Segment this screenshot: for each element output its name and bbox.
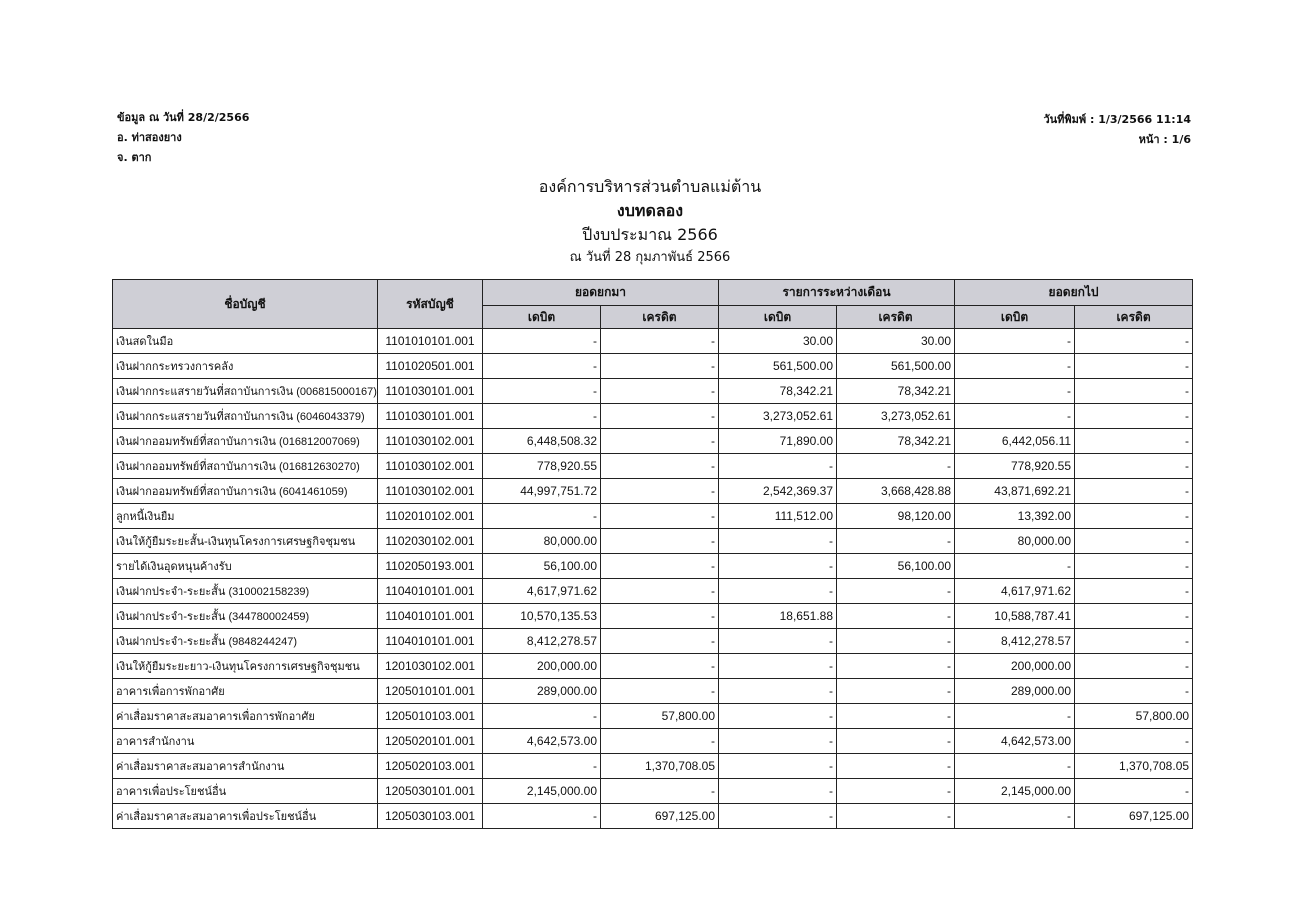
header-monthly-transactions: รายการระหว่างเดือน xyxy=(719,280,955,306)
bf-debit-cell: 4,642,573.00 xyxy=(483,729,601,754)
account-code-cell: 1205030101.001 xyxy=(378,779,483,804)
header-credit: เครดิต xyxy=(1075,306,1193,329)
bf-debit-cell: - xyxy=(483,329,601,354)
bf-debit-cell: 44,997,751.72 xyxy=(483,479,601,504)
bf-credit-cell: - xyxy=(601,379,719,404)
report-header-left xyxy=(117,108,249,168)
cf-debit-cell: - xyxy=(955,354,1075,379)
header-credit: เครดิต xyxy=(837,306,955,329)
account-name-cell: เงินฝากกระแสรายวันที่สถาบันการเงิน (6046043379) xyxy=(113,404,378,429)
table-row xyxy=(113,454,1193,479)
cf-credit-cell: - xyxy=(1075,454,1193,479)
bf-credit-cell: 697,125.00 xyxy=(601,804,719,829)
header-debit: เดบิต xyxy=(483,306,601,329)
report-titles xyxy=(0,175,1300,269)
account-name-cell: อาคารเพื่อประโยชน์อื่น xyxy=(113,779,378,804)
cf-credit-cell: - xyxy=(1075,729,1193,754)
bf-credit-cell: - xyxy=(601,404,719,429)
month-debit-cell: 18,651.88 xyxy=(719,604,837,629)
cf-debit-cell: 10,588,787.41 xyxy=(955,604,1075,629)
account-code-cell: 1205030103.001 xyxy=(378,804,483,829)
account-code-cell: 1101010101.001 xyxy=(378,329,483,354)
account-name-cell: เงินฝากออมทรัพย์ที่สถาบันการเงิน (016812630270) xyxy=(113,454,378,479)
table-row xyxy=(113,429,1193,454)
table-row xyxy=(113,754,1193,779)
table-row xyxy=(113,504,1193,529)
account-name-cell: อาคารเพื่อการพักอาศัย xyxy=(113,679,378,704)
cf-credit-cell: - xyxy=(1075,404,1193,429)
cf-credit-cell: - xyxy=(1075,429,1193,454)
table-row xyxy=(113,654,1193,679)
account-code-cell: 1201030102.001 xyxy=(378,654,483,679)
month-credit-cell: - xyxy=(837,729,955,754)
cf-credit-cell: - xyxy=(1075,354,1193,379)
month-credit-cell: - xyxy=(837,529,955,554)
cf-debit-cell: 6,442,056.11 xyxy=(955,429,1075,454)
header-debit: เดบิต xyxy=(719,306,837,329)
table-row xyxy=(113,804,1193,829)
bf-debit-cell: - xyxy=(483,754,601,779)
month-credit-cell: 3,668,428.88 xyxy=(837,479,955,504)
month-debit-cell: - xyxy=(719,654,837,679)
account-code-cell: 1205010101.001 xyxy=(378,679,483,704)
header-carried-forward: ยอดยกไป xyxy=(955,280,1193,306)
account-name-cell: เงินให้กู้ยืมระยะยาว-เงินทุนโครงการเศรษฐกิจชุมชน xyxy=(113,654,378,679)
report-title: งบทดลอง xyxy=(616,201,684,220)
cf-credit-cell: - xyxy=(1075,529,1193,554)
month-debit-cell: 30.00 xyxy=(719,329,837,354)
account-code-cell: 1102010102.001 xyxy=(378,504,483,529)
cf-credit-cell: - xyxy=(1075,679,1193,704)
cf-credit-cell: 697,125.00 xyxy=(1075,804,1193,829)
account-name-cell: เงินฝากออมทรัพย์ที่สถาบันการเงิน (016812007069) xyxy=(113,429,378,454)
month-credit-cell: - xyxy=(837,804,955,829)
account-name-cell: เงินฝากประจำ-ระยะสั้น (310002158239) xyxy=(113,579,378,604)
month-credit-cell: 56,100.00 xyxy=(837,554,955,579)
bf-debit-cell: 80,000.00 xyxy=(483,529,601,554)
cf-debit-cell: 4,642,573.00 xyxy=(955,729,1075,754)
account-name-cell: เงินฝากกระทรวงการคลัง xyxy=(113,354,378,379)
bf-credit-cell: 57,800.00 xyxy=(601,704,719,729)
account-code-cell: 1205020101.001 xyxy=(378,729,483,754)
trial-balance-table xyxy=(112,279,1193,829)
district-label: อ. ท่าสองยาง xyxy=(117,131,182,144)
cf-debit-cell: - xyxy=(955,404,1075,429)
bf-credit-cell: - xyxy=(601,479,719,504)
bf-debit-cell: - xyxy=(483,504,601,529)
header-credit: เครดิต xyxy=(601,306,719,329)
account-code-cell: 1101030102.001 xyxy=(378,454,483,479)
cf-debit-cell: - xyxy=(955,329,1075,354)
account-name-cell: รายได้เงินอุดหนุนค้างรับ xyxy=(113,554,378,579)
account-code-cell: 1101030102.001 xyxy=(378,479,483,504)
table-row xyxy=(113,404,1193,429)
month-credit-cell: - xyxy=(837,454,955,479)
month-debit-cell: - xyxy=(719,779,837,804)
account-name-cell: เงินฝากกระแสรายวันที่สถาบันการเงิน (006815000167) xyxy=(113,379,378,404)
month-debit-cell: 2,542,369.37 xyxy=(719,479,837,504)
cf-debit-cell: - xyxy=(955,379,1075,404)
data-as-of-date: ข้อมูล ณ วันที่ 28/2/2566 xyxy=(117,111,250,124)
month-debit-cell: 561,500.00 xyxy=(719,354,837,379)
table-row xyxy=(113,579,1193,604)
month-debit-cell: - xyxy=(719,704,837,729)
cf-credit-cell: - xyxy=(1075,779,1193,804)
table-row xyxy=(113,729,1193,754)
bf-debit-cell: - xyxy=(483,354,601,379)
organization-name: องค์การบริหารส่วนตำบลแม่ต้าน xyxy=(538,177,762,196)
month-debit-cell: - xyxy=(719,579,837,604)
bf-credit-cell: - xyxy=(601,354,719,379)
month-credit-cell: - xyxy=(837,654,955,679)
month-credit-cell: 98,120.00 xyxy=(837,504,955,529)
bf-debit-cell: 200,000.00 xyxy=(483,654,601,679)
bf-credit-cell: - xyxy=(601,454,719,479)
account-code-cell: 1101030101.001 xyxy=(378,379,483,404)
cf-credit-cell: - xyxy=(1075,604,1193,629)
month-debit-cell: 71,890.00 xyxy=(719,429,837,454)
cf-debit-cell: 289,000.00 xyxy=(955,679,1075,704)
account-code-cell: 1102030102.001 xyxy=(378,529,483,554)
table-row xyxy=(113,629,1193,654)
print-date: วันที่พิมพ์ : 1/3/2566 11:14 xyxy=(1043,113,1191,126)
table-row xyxy=(113,779,1193,804)
cf-debit-cell: - xyxy=(955,804,1075,829)
month-credit-cell: - xyxy=(837,779,955,804)
cf-credit-cell: - xyxy=(1075,479,1193,504)
bf-credit-cell: - xyxy=(601,654,719,679)
account-code-cell: 1205010103.001 xyxy=(378,704,483,729)
cf-debit-cell: 80,000.00 xyxy=(955,529,1075,554)
bf-credit-cell: - xyxy=(601,529,719,554)
account-code-cell: 1102050193.001 xyxy=(378,554,483,579)
month-credit-cell: 3,273,052.61 xyxy=(837,404,955,429)
bf-debit-cell: 2,145,000.00 xyxy=(483,779,601,804)
cf-debit-cell: 43,871,692.21 xyxy=(955,479,1075,504)
header-debit: เดบิต xyxy=(955,306,1075,329)
table-row xyxy=(113,329,1193,354)
cf-debit-cell: - xyxy=(955,754,1075,779)
month-credit-cell: 561,500.00 xyxy=(837,354,955,379)
page-number: หน้า : 1/6 xyxy=(1138,133,1191,146)
table-body xyxy=(113,329,1193,829)
account-name-cell: เงินฝากออมทรัพย์ที่สถาบันการเงิน (6041461059) xyxy=(113,479,378,504)
bf-credit-cell: - xyxy=(601,629,719,654)
cf-credit-cell: - xyxy=(1075,579,1193,604)
account-name-cell: เงินให้กู้ยืมระยะสั้น-เงินทุนโครงการเศรษฐกิจชุมชน xyxy=(113,529,378,554)
month-credit-cell: 78,342.21 xyxy=(837,379,955,404)
table-row xyxy=(113,604,1193,629)
bf-debit-cell: - xyxy=(483,804,601,829)
account-code-cell: 1101030102.001 xyxy=(378,429,483,454)
account-name-cell: เงินฝากประจำ-ระยะสั้น (344780002459) xyxy=(113,604,378,629)
month-debit-cell: - xyxy=(719,554,837,579)
month-credit-cell: - xyxy=(837,604,955,629)
account-name-cell: ลูกหนี้เงินยืม xyxy=(113,504,378,529)
bf-credit-cell: - xyxy=(601,579,719,604)
month-debit-cell: 111,512.00 xyxy=(719,504,837,529)
header-account-name: ชื่อบัญชี xyxy=(113,280,378,329)
month-debit-cell: - xyxy=(719,679,837,704)
bf-credit-cell: - xyxy=(601,679,719,704)
bf-debit-cell: 778,920.55 xyxy=(483,454,601,479)
bf-credit-cell: 1,370,708.05 xyxy=(601,754,719,779)
month-debit-cell: - xyxy=(719,804,837,829)
bf-credit-cell: - xyxy=(601,729,719,754)
bf-debit-cell: - xyxy=(483,704,601,729)
bf-credit-cell: - xyxy=(601,554,719,579)
account-code-cell: 1104010101.001 xyxy=(378,579,483,604)
table-row xyxy=(113,529,1193,554)
month-credit-cell: - xyxy=(837,679,955,704)
bf-debit-cell: 4,617,971.62 xyxy=(483,579,601,604)
bf-credit-cell: - xyxy=(601,329,719,354)
province-label: จ. ตาก xyxy=(117,151,152,164)
table-row xyxy=(113,679,1193,704)
cf-debit-cell: - xyxy=(955,704,1075,729)
table-row xyxy=(113,554,1193,579)
account-name-cell: เงินสดในมือ xyxy=(113,329,378,354)
cf-credit-cell: - xyxy=(1075,654,1193,679)
header-brought-forward: ยอดยกมา xyxy=(483,280,719,306)
account-name-cell: ค่าเสื่อมราคาสะสมอาคารเพื่อประโยชน์อื่น xyxy=(113,804,378,829)
account-name-cell: ค่าเสื่อมราคาสะสมอาคารเพื่อการพักอาศัย xyxy=(113,704,378,729)
bf-credit-cell: - xyxy=(601,504,719,529)
bf-credit-cell: - xyxy=(601,429,719,454)
report-header-right xyxy=(1043,110,1191,150)
table-row xyxy=(113,379,1193,404)
cf-credit-cell: - xyxy=(1075,504,1193,529)
bf-debit-cell: 56,100.00 xyxy=(483,554,601,579)
bf-debit-cell: 289,000.00 xyxy=(483,679,601,704)
header-account-code: รหัสบัญชี xyxy=(378,280,483,329)
cf-debit-cell: 778,920.55 xyxy=(955,454,1075,479)
account-code-cell: 1104010101.001 xyxy=(378,629,483,654)
month-debit-cell: - xyxy=(719,754,837,779)
cf-credit-cell: - xyxy=(1075,629,1193,654)
bf-debit-cell: 8,412,278.57 xyxy=(483,629,601,654)
account-code-cell: 1104010101.001 xyxy=(378,604,483,629)
cf-debit-cell: 13,392.00 xyxy=(955,504,1075,529)
cf-debit-cell: 4,617,971.62 xyxy=(955,579,1075,604)
account-name-cell: อาคารสำนักงาน xyxy=(113,729,378,754)
table-row xyxy=(113,479,1193,504)
cf-debit-cell: 8,412,278.57 xyxy=(955,629,1075,654)
month-debit-cell: - xyxy=(719,529,837,554)
month-credit-cell: - xyxy=(837,754,955,779)
bf-credit-cell: - xyxy=(601,604,719,629)
cf-credit-cell: - xyxy=(1075,554,1193,579)
month-debit-cell: 3,273,052.61 xyxy=(719,404,837,429)
account-code-cell: 1101030101.001 xyxy=(378,404,483,429)
bf-debit-cell: - xyxy=(483,379,601,404)
month-credit-cell: 78,342.21 xyxy=(837,429,955,454)
month-credit-cell: 30.00 xyxy=(837,329,955,354)
fiscal-year: ปีงบประมาณ 2566 xyxy=(582,225,718,244)
month-debit-cell: 78,342.21 xyxy=(719,379,837,404)
month-credit-cell: - xyxy=(837,629,955,654)
bf-debit-cell: 10,570,135.53 xyxy=(483,604,601,629)
cf-debit-cell: 200,000.00 xyxy=(955,654,1075,679)
month-credit-cell: - xyxy=(837,579,955,604)
account-code-cell: 1205020103.001 xyxy=(378,754,483,779)
bf-credit-cell: - xyxy=(601,779,719,804)
account-name-cell: เงินฝากประจำ-ระยะสั้น (9848244247) xyxy=(113,629,378,654)
cf-credit-cell: - xyxy=(1075,379,1193,404)
month-debit-cell: - xyxy=(719,629,837,654)
account-code-cell: 1101020501.001 xyxy=(378,354,483,379)
bf-debit-cell: - xyxy=(483,404,601,429)
as-of-date: ณ วันที่ 28 กุมภาพันธ์ 2566 xyxy=(569,250,731,265)
cf-debit-cell: - xyxy=(955,554,1075,579)
month-credit-cell: - xyxy=(837,704,955,729)
cf-debit-cell: 2,145,000.00 xyxy=(955,779,1075,804)
month-debit-cell: - xyxy=(719,729,837,754)
table-row xyxy=(113,704,1193,729)
account-name-cell: ค่าเสื่อมราคาสะสมอาคารสำนักงาน xyxy=(113,754,378,779)
table-row xyxy=(113,354,1193,379)
cf-credit-cell: - xyxy=(1075,329,1193,354)
cf-credit-cell: 57,800.00 xyxy=(1075,704,1193,729)
month-debit-cell: - xyxy=(719,454,837,479)
cf-credit-cell: 1,370,708.05 xyxy=(1075,754,1193,779)
bf-debit-cell: 6,448,508.32 xyxy=(483,429,601,454)
